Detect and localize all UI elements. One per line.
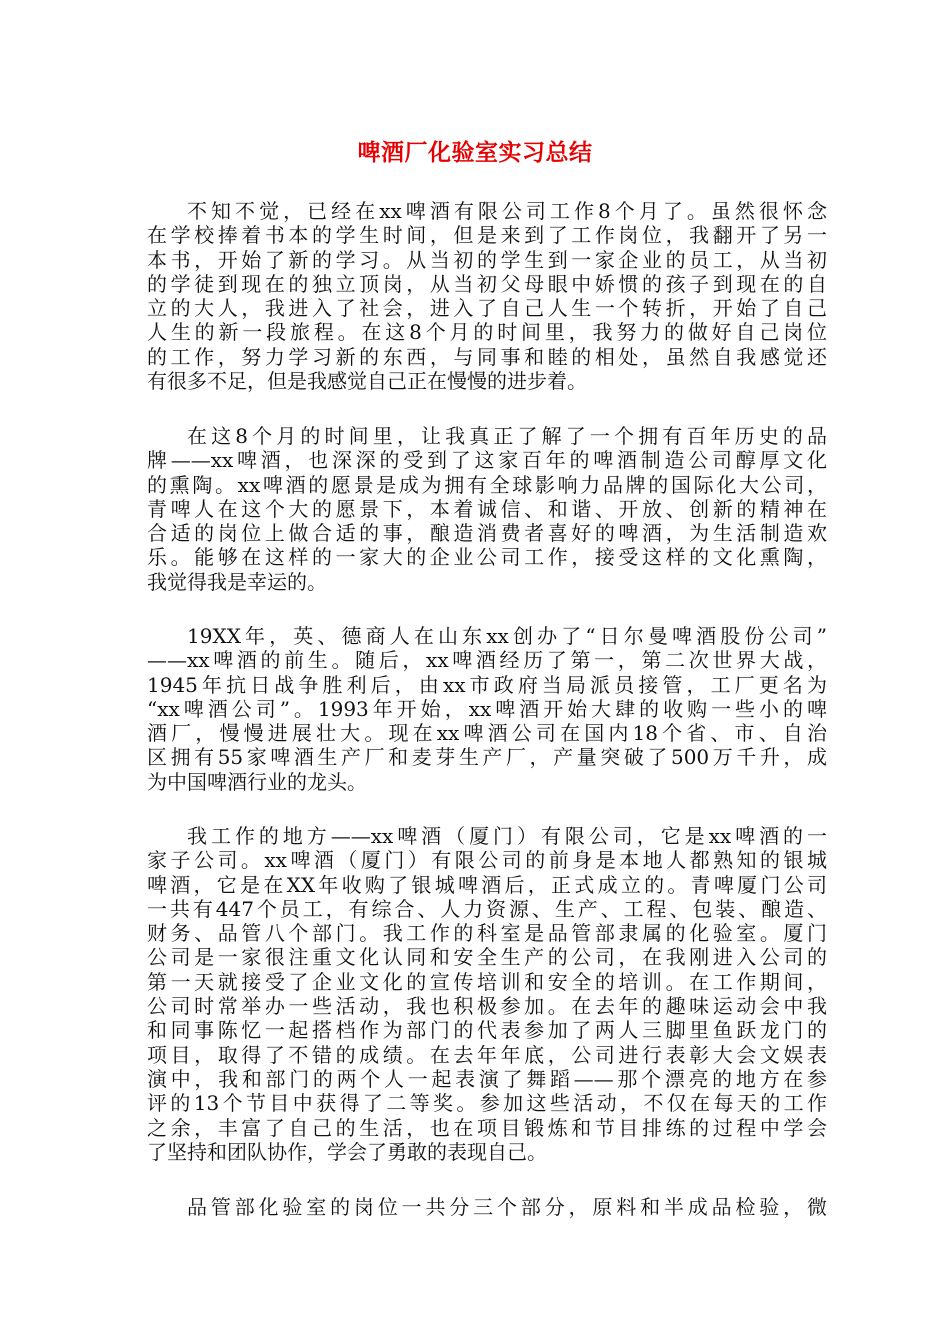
paragraph-line: 一共有447个员工，有综合、人力资源、生产、工程、包装、酿造、 bbox=[147, 896, 827, 921]
document-title: 啤酒厂化验室实习总结 bbox=[357, 140, 593, 166]
paragraph-line: 人生的新一段旅程。在这8个月的时间里，我努力的做好自己岗位 bbox=[147, 320, 827, 345]
paragraph-line: 啤酒，它是在XX年收购了银城啤酒后，正式成立的。青啤厦门公司 bbox=[147, 872, 827, 897]
paragraph-line: 立的大人，我进入了社会，进入了自己人生一个转折，开始了自己 bbox=[147, 296, 827, 321]
paragraph-5 bbox=[147, 1195, 827, 1219]
paragraph-line: 在这8个月的时间里，让我真正了解了一个拥有百年历史的品 bbox=[187, 424, 827, 448]
paragraph-line: 本书，开始了新的学习。从当初的学生到一家企业的员工，从当初 bbox=[147, 247, 827, 272]
paragraph-4 bbox=[147, 824, 827, 1164]
paragraph-2 bbox=[147, 424, 827, 594]
paragraph-line: “xx啤酒公司”。1993年开始，xx啤酒开始大肆的收购一些小的啤 bbox=[147, 696, 827, 721]
paragraph-line: 的熏陶。xx啤酒的愿景是成为拥有全球影响力品牌的国际化大公司， bbox=[147, 472, 827, 497]
paragraph-line: 的学徒到现在的独立顶岗，从当初父母眼中娇惯的孩子到现在的自 bbox=[147, 271, 827, 296]
paragraph-line: 品管部化验室的岗位一共分三个部分，原料和半成品检验，微 bbox=[187, 1195, 827, 1219]
paragraph-line: 青啤人在这个大的愿景下，本着诚信、和谐、开放、创新的精神在 bbox=[147, 496, 827, 521]
paragraph-line: 合适的岗位上做合适的事，酿造消费者喜好的啤酒，为生活制造欢 bbox=[147, 521, 827, 546]
paragraph-line: 评的13个节目中获得了二等奖。参加这些活动，不仅在每天的工作 bbox=[147, 1091, 827, 1116]
paragraph-line: 财务、品管八个部门。我工作的科室是品管部隶属的化验室。厦门 bbox=[147, 921, 827, 946]
paragraph-line: 1945年抗日战争胜利后，由xx市政府当局派员接管，工厂更名为 bbox=[147, 672, 827, 697]
paragraph-line: ——xx啤酒的前生。随后，xx啤酒经历了第一，第二次世界大战， bbox=[147, 648, 827, 673]
paragraph-line: 演中，我和部门的两个人一起表演了舞蹈——那个漂亮的地方在参 bbox=[147, 1066, 827, 1091]
paragraph-line: 公司时常举办一些活动，我也积极参加。在去年的趣味运动会中我 bbox=[147, 994, 827, 1019]
paragraph-line: 为中国啤酒行业的龙头。 bbox=[147, 769, 367, 794]
paragraph-1 bbox=[147, 199, 827, 393]
paragraph-line: 乐。能够在这样的一家大的企业公司工作，接受这样的文化熏陶， bbox=[147, 545, 827, 570]
paragraph-line: 不知不觉，已经在xx啤酒有限公司工作8个月了。虽然很怀念 bbox=[187, 199, 827, 223]
paragraph-line: 和同事陈忆一起搭档作为部门的代表参加了两人三脚里鱼跃龙门的 bbox=[147, 1018, 827, 1043]
paragraph-3 bbox=[147, 624, 827, 794]
paragraph-line: 酒厂，慢慢进展壮大。现在xx啤酒公司在国内18个省、市、自治 bbox=[147, 721, 827, 746]
paragraph-line: 了坚持和团队协作，学会了勇敢的表现自己。 bbox=[147, 1139, 547, 1164]
paragraph-line: 我觉得我是幸运的。 bbox=[147, 569, 327, 594]
paragraph-line: 第一天就接受了企业文化的宣传培训和安全的培训。在工作期间， bbox=[147, 969, 827, 994]
paragraph-line: 的工作，努力学习新的东西，与同事和睦的相处，虽然自我感觉还 bbox=[147, 344, 827, 369]
paragraph-line: 牌——xx啤酒，也深深的受到了这家百年的啤酒制造公司醇厚文化 bbox=[147, 448, 827, 473]
paragraph-line: 19XX年，英、德商人在山东xx创办了“日尔曼啤酒股份公司” bbox=[187, 624, 827, 648]
paragraph-line: 在学校捧着书本的学生时间，但是来到了工作岗位，我翻开了另一 bbox=[147, 223, 827, 248]
paragraph-line: 区拥有55家啤酒生产厂和麦芽生产厂，产量突破了500万千升，成 bbox=[147, 745, 827, 770]
paragraph-line: 公司是一家很注重文化认同和安全生产的公司，在我刚进入公司的 bbox=[147, 945, 827, 970]
paragraph-line: 项目，取得了不错的成绩。在去年年底，公司进行表彰大会文娱表 bbox=[147, 1042, 827, 1067]
paragraph-line: 我工作的地方——xx啤酒（厦门）有限公司，它是xx啤酒的一 bbox=[187, 824, 827, 848]
paragraph-line: 有很多不足，但是我感觉自己正在慢慢的进步着。 bbox=[147, 369, 587, 394]
paragraph-line: 之余，丰富了自己的生活，也在项目锻炼和节目排练的过程中学会 bbox=[147, 1115, 827, 1140]
paragraph-line: 家子公司。xx啤酒（厦门）有限公司的前身是本地人都熟知的银城 bbox=[147, 848, 827, 873]
